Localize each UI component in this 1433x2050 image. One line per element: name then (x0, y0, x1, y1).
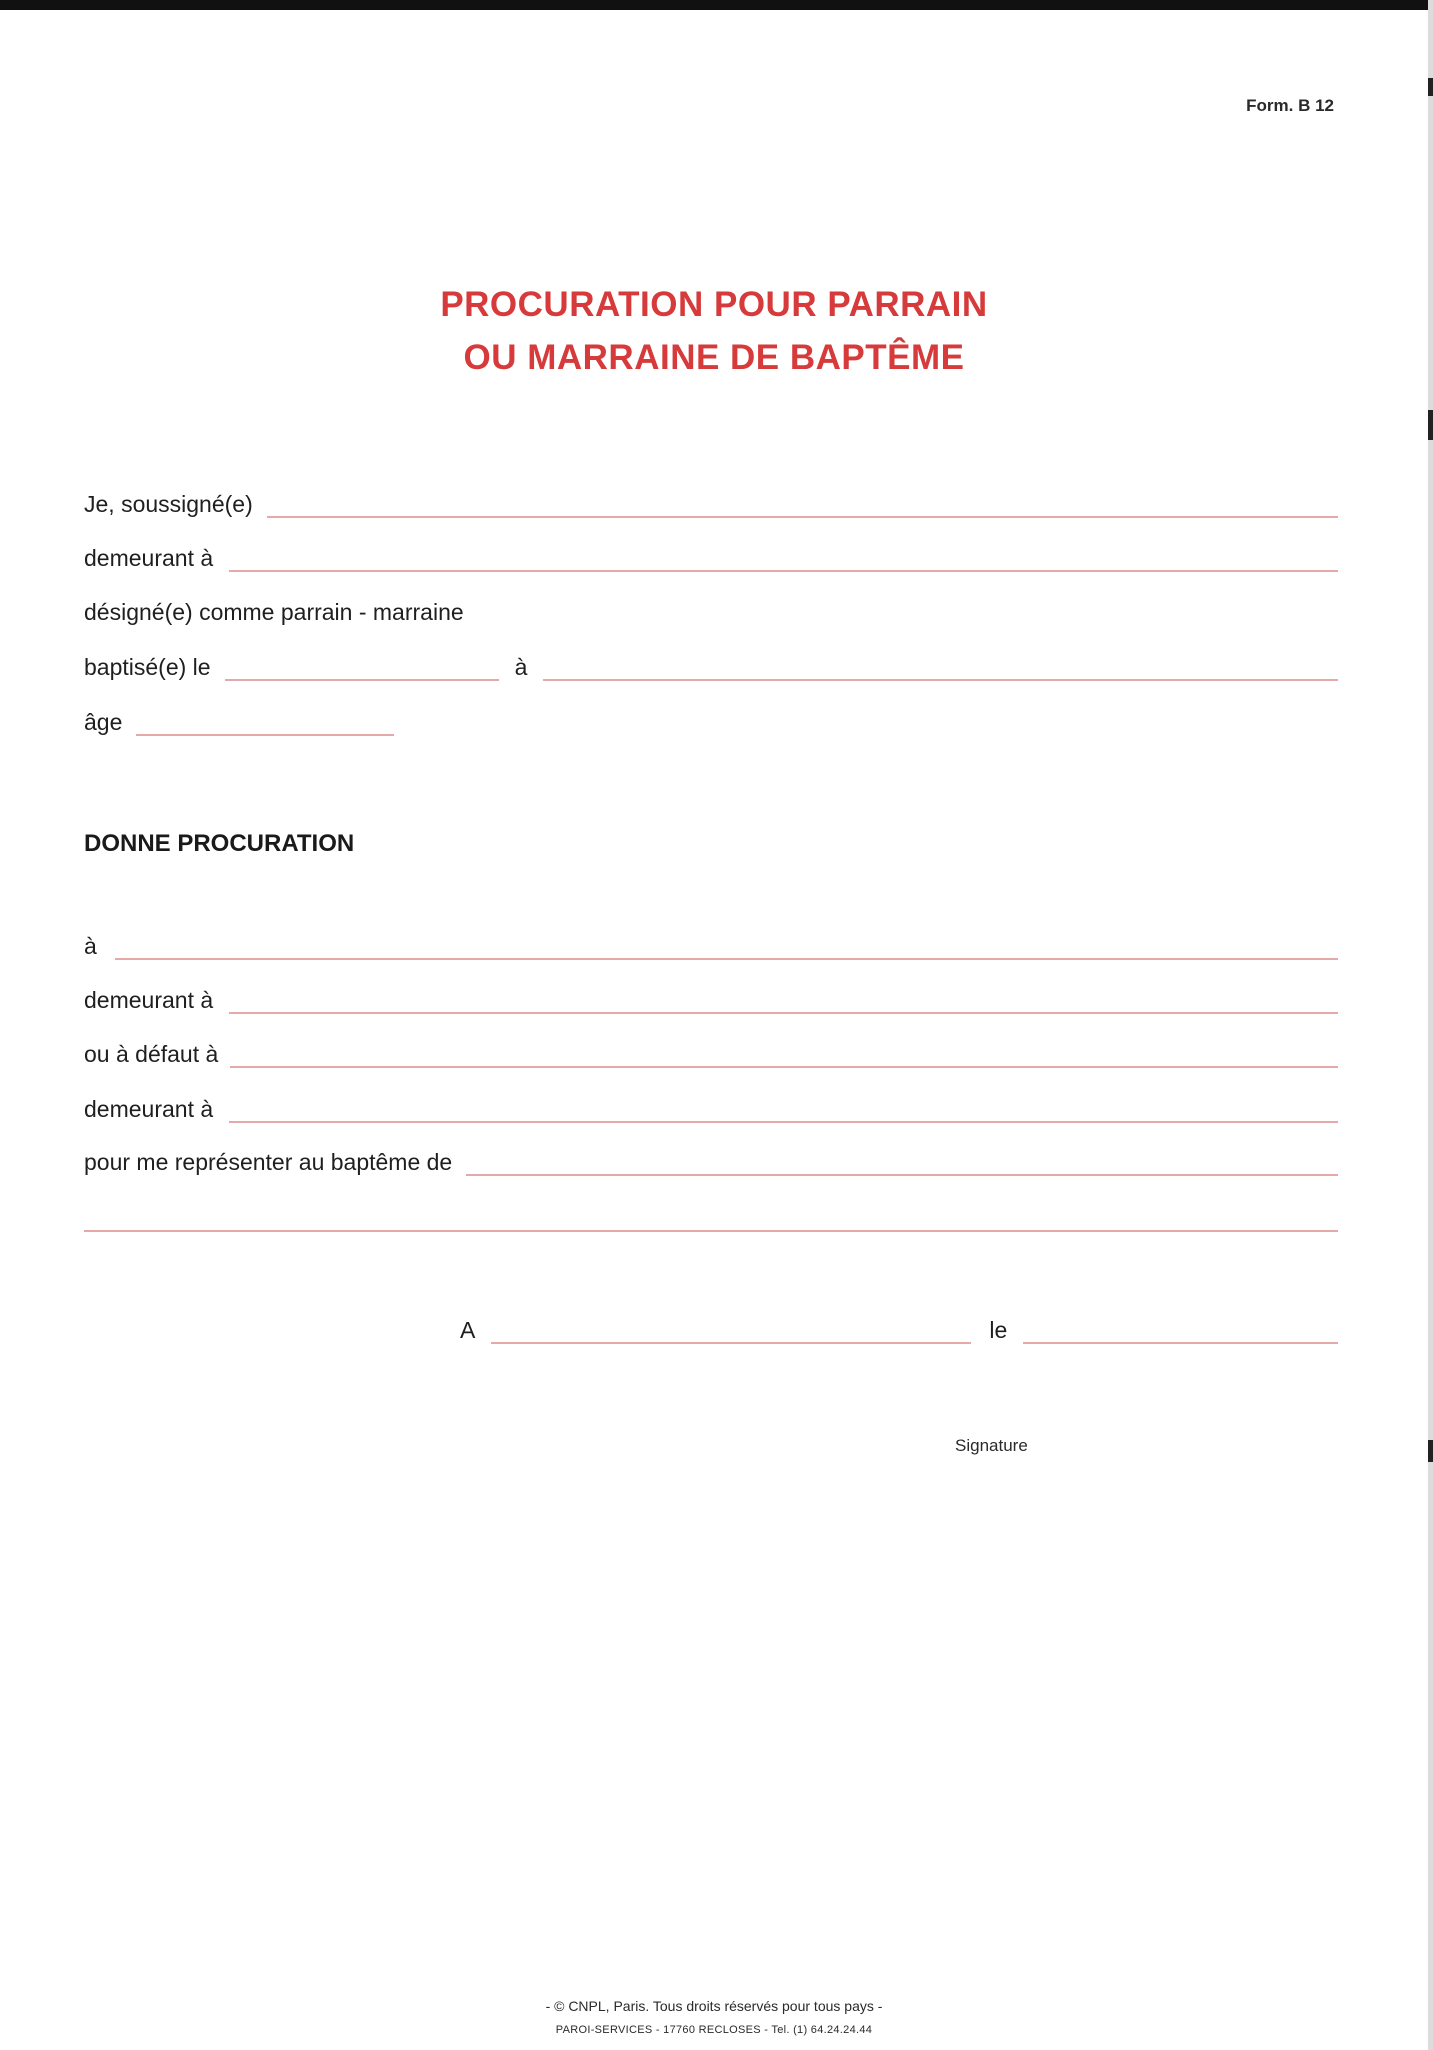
baptise-le-label: baptisé(e) le (84, 654, 211, 680)
baptise-lieu-field[interactable] (543, 679, 1338, 681)
demeurant-field-1[interactable] (229, 570, 1338, 572)
representer-field[interactable] (466, 1174, 1338, 1176)
right-edge (1428, 0, 1433, 2050)
soussigne-field[interactable] (267, 516, 1338, 518)
demeurant-row-3 (84, 1095, 1338, 1125)
date-label: le (989, 1317, 1008, 1343)
footer-copyright: - © CNPL, Paris. Tous droits réservés pour tous pays - (545, 1998, 883, 2014)
demeurant-field-3[interactable] (229, 1121, 1338, 1123)
continuation-row (84, 1204, 1338, 1234)
demeurant-row-2 (84, 986, 1338, 1016)
age-label: âge (84, 709, 123, 735)
demeurant-label-2: demeurant à (84, 987, 214, 1013)
demeurant-label-3: demeurant à (84, 1096, 214, 1122)
form-page (0, 10, 1428, 2050)
title-line-1: PROCURATION POUR PARRAIN (440, 285, 988, 324)
soussigne-label: Je, soussigné(e) (84, 491, 253, 517)
age-field[interactable] (136, 734, 394, 736)
age-row (84, 708, 394, 738)
footer-publisher: PAROI-SERVICES - 17760 RECLOSES - Tel. (1) 64.24.24.44 (555, 2024, 873, 2036)
mandataire-field[interactable] (115, 958, 1338, 960)
a-defaut-label: ou à défaut à (84, 1041, 219, 1067)
title-line-2: OU MARRAINE DE BAPTÊME (463, 338, 965, 377)
continuation-field[interactable] (84, 1230, 1338, 1232)
place-field[interactable] (491, 1342, 971, 1344)
a-defaut-field[interactable] (230, 1066, 1338, 1068)
place-label: A (460, 1317, 476, 1343)
form-reference: Form. B 12 (1246, 96, 1334, 115)
section-heading: DONNE PROCURATION (84, 830, 355, 857)
representer-row (84, 1148, 1338, 1178)
designe-label: désigné(e) comme parrain - marraine (84, 599, 464, 625)
form-title (0, 278, 1428, 384)
place-date-row (460, 1316, 1338, 1346)
representer-label: pour me représenter au baptême de (84, 1149, 453, 1175)
bapteme-row (84, 653, 1338, 683)
mandataire-label: à (84, 933, 97, 959)
baptise-date-field[interactable] (225, 679, 499, 681)
a-defaut-row (84, 1040, 1338, 1070)
demeurant-label-1: demeurant à (84, 545, 214, 571)
demeurant-row-1 (84, 544, 1338, 574)
soussigne-row (84, 490, 1338, 520)
demeurant-field-2[interactable] (229, 1012, 1338, 1014)
date-field[interactable] (1023, 1342, 1338, 1344)
signature-label: Signature (955, 1436, 1028, 1455)
designe-row (84, 598, 1338, 628)
top-border (0, 0, 1433, 10)
mandataire-row (84, 932, 1338, 962)
baptise-a-label: à (514, 654, 528, 680)
